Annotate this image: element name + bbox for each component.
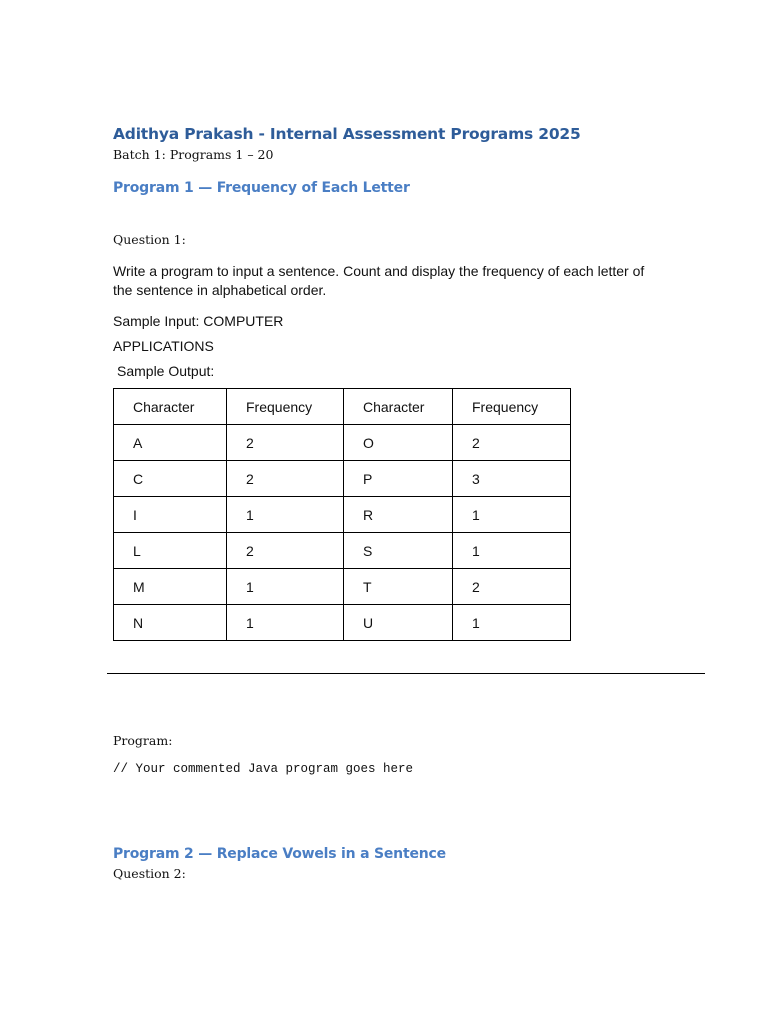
table-cell: U bbox=[344, 605, 453, 641]
header-cell: Character bbox=[344, 389, 453, 425]
document-title: Adithya Prakash - Internal Assessment Programs 2025 bbox=[113, 125, 581, 143]
table-cell: P bbox=[344, 461, 453, 497]
frequency-table bbox=[113, 388, 571, 641]
table-cell: S bbox=[344, 533, 453, 569]
question-2-label: Question 2: bbox=[113, 866, 186, 881]
program-1-heading: Program 1 — Frequency of Each Letter bbox=[113, 180, 410, 196]
question-1-text: Write a program to input a sentence. Count and display the frequency of each letter of the sentence in alphabetical order. bbox=[113, 263, 645, 298]
table-row bbox=[114, 497, 571, 533]
sample-output-label: Sample Output: bbox=[117, 363, 215, 379]
table-row bbox=[114, 569, 571, 605]
sample-input-line-1: Sample Input: COMPUTER bbox=[113, 313, 284, 329]
table-cell: R bbox=[344, 497, 453, 533]
table-cell: 1 bbox=[227, 605, 344, 641]
table-row bbox=[114, 425, 571, 461]
table-cell: O bbox=[344, 425, 453, 461]
header-cell: Character bbox=[114, 389, 227, 425]
program-2-heading: Program 2 — Replace Vowels in a Sentence bbox=[113, 846, 446, 862]
table-cell: 1 bbox=[453, 605, 571, 641]
table-row bbox=[114, 605, 571, 641]
table-cell: C bbox=[114, 461, 227, 497]
header-cell: Frequency bbox=[227, 389, 344, 425]
table-row bbox=[114, 533, 571, 569]
table-cell: 2 bbox=[227, 425, 344, 461]
document-subtitle: Batch 1: Programs 1 – 20 bbox=[113, 147, 274, 162]
table-cell: 1 bbox=[227, 569, 344, 605]
table-cell: T bbox=[344, 569, 453, 605]
table-cell: 1 bbox=[453, 533, 571, 569]
table-cell: 2 bbox=[453, 569, 571, 605]
code-placeholder: // Your commented Java program goes here bbox=[113, 762, 414, 776]
table-cell: 2 bbox=[227, 533, 344, 569]
header-cell: Frequency bbox=[453, 389, 571, 425]
table-cell: 2 bbox=[453, 425, 571, 461]
table-cell: 2 bbox=[227, 461, 344, 497]
table-cell: M bbox=[114, 569, 227, 605]
table-header-row bbox=[114, 389, 571, 425]
table-cell: L bbox=[114, 533, 227, 569]
table-cell: I bbox=[114, 497, 227, 533]
program-label: Program: bbox=[113, 733, 173, 748]
horizontal-divider bbox=[107, 673, 705, 674]
table-cell: 1 bbox=[227, 497, 344, 533]
question-1-label: Question 1: bbox=[113, 232, 186, 247]
table-cell: 1 bbox=[453, 497, 571, 533]
sample-input-line-2: APPLICATIONS bbox=[113, 338, 214, 354]
table-cell: 3 bbox=[453, 461, 571, 497]
table-cell: A bbox=[114, 425, 227, 461]
table-row bbox=[114, 461, 571, 497]
table-cell: N bbox=[114, 605, 227, 641]
